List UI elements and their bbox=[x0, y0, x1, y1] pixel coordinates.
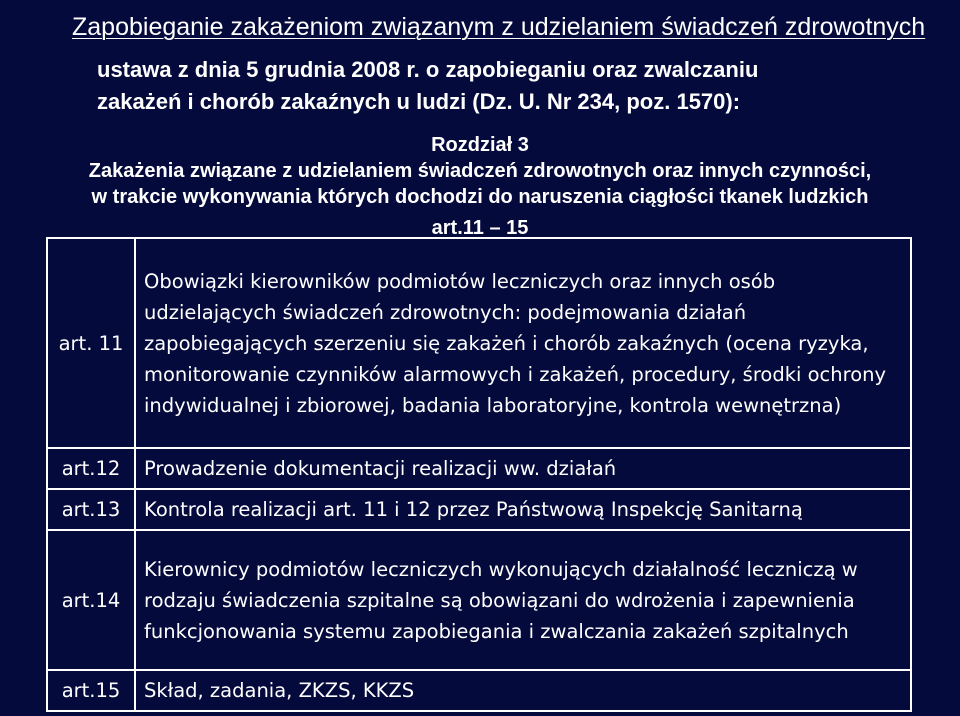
article-text: Prowadzenie dokumentacji realizacji ww. działań bbox=[135, 448, 911, 489]
chapter-subtitle-line2: w trakcie wykonywania których dochodzi do naruszenia ciągłości tkanek ludzkich bbox=[91, 186, 869, 208]
table-row bbox=[47, 448, 911, 489]
table-row bbox=[47, 530, 911, 670]
slide-title: Zapobieganie zakażeniom związanym z udzielaniem świadczeń zdrowotnych bbox=[72, 13, 926, 41]
act-reference: ustawa z dnia 5 grudnia 2008 r. o zapobieganiu oraz zwalczaniu zakażeń i chorób zakaźnych u ludzi (Dz. U. Nr 234, poz. 1570): bbox=[97, 57, 759, 114]
table-row bbox=[47, 238, 911, 448]
article-label: art.12 bbox=[47, 448, 135, 489]
table-row bbox=[47, 670, 911, 711]
article-text: Kierownicy podmiotów leczniczych wykonujących działalność leczniczą w rodzaju świadczenia szpitalne są obowiązani do wdrożenia i zapewnienia funkcjonowania systemu zapobiegania i zwalczania zakażeń szpitalnych bbox=[135, 530, 911, 670]
article-label: art.13 bbox=[47, 489, 135, 530]
chapter-subtitle-line1: Zakażenia związane z udzielaniem świadczeń zdrowotnych oraz innych czynności, bbox=[88, 160, 872, 182]
chapter-title: Rozdział 3 bbox=[431, 134, 529, 156]
table-row bbox=[47, 489, 911, 530]
article-text: Skład, zadania, ZKZS, KKZS bbox=[135, 670, 911, 711]
articles-table bbox=[46, 237, 912, 712]
article-range: art.11 – 15 bbox=[431, 217, 529, 239]
article-text: Obowiązki kierowników podmiotów leczniczych oraz innych osób udzielających świadczeń zdrowotnych: podejmowania działań zapobiegających szerzeniu się zakażeń i chorób zakaźnych (ocena ryzyka, monitorowanie czynników alarmowych i zakażeń, procedury, środki ochrony indywidualnej i zbiorowej, badania laboratoryjne, kontrola wewnętrzna) bbox=[135, 238, 911, 448]
article-label: art.15 bbox=[47, 670, 135, 711]
article-label: art. 11 bbox=[47, 238, 135, 448]
article-label: art.14 bbox=[47, 530, 135, 670]
article-text: Kontrola realizacji art. 11 i 12 przez Państwową Inspekcję Sanitarną bbox=[135, 489, 911, 530]
